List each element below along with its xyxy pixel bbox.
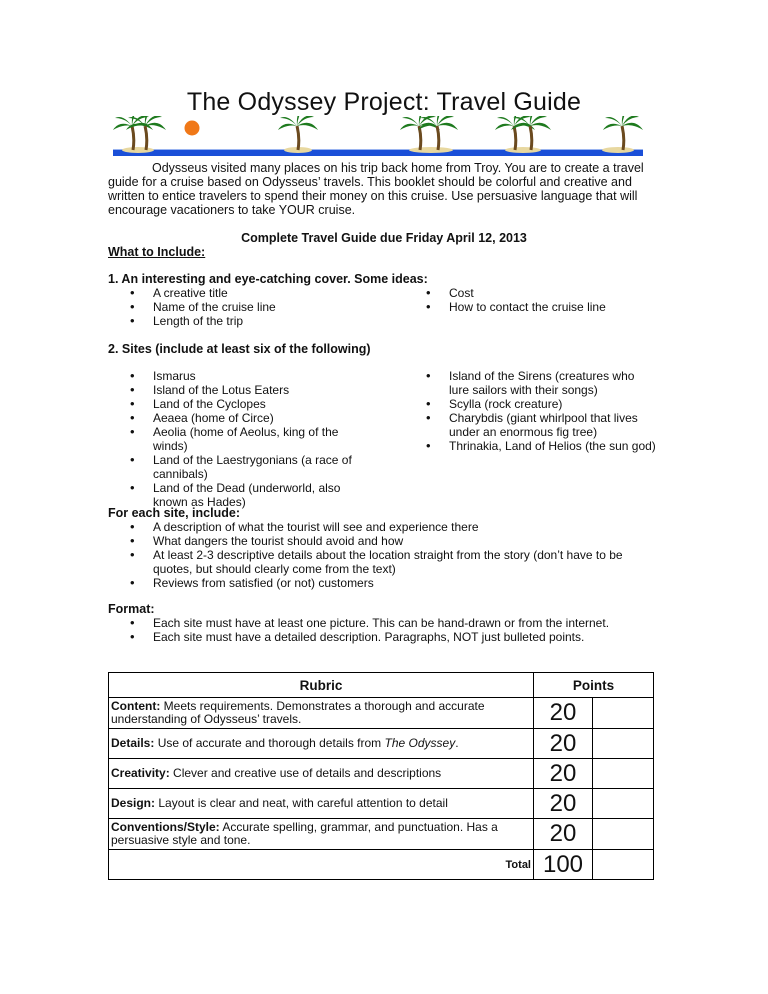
table-row bbox=[109, 729, 654, 759]
list-item: • Each site must have at least one picture. This can be hand-drawn or from the internet. bbox=[108, 616, 656, 630]
list-item: • Reviews from satisfied (or not) customers bbox=[108, 576, 656, 590]
list-item: • Name of the cruise line bbox=[108, 300, 398, 314]
table-row bbox=[109, 789, 654, 819]
cover-ideas-left bbox=[108, 286, 398, 328]
score-cell[interactable] bbox=[593, 819, 654, 850]
table-row bbox=[109, 698, 654, 729]
rubric-criterion: Content: Meets requirements. Demonstrates a thorough and accurate understanding of Odysseus’ travels. bbox=[109, 698, 534, 729]
points-column-header: Points bbox=[534, 673, 654, 698]
rubric-criterion: Design: Layout is clear and neat, with careful attention to detail bbox=[109, 789, 534, 819]
list-item: • Cost bbox=[404, 286, 654, 300]
total-row bbox=[109, 850, 654, 880]
rubric-criterion: Details: Use of accurate and thorough details from The Odyssey. bbox=[109, 729, 534, 759]
rubric-criterion: Creativity: Clever and creative use of details and descriptions bbox=[109, 759, 534, 789]
list-item: • A description of what the tourist will see and experience there bbox=[108, 520, 656, 534]
due-date: Complete Travel Guide due Friday April 12, 2013 bbox=[241, 231, 527, 245]
list-item: • At least 2-3 descriptive details about the location straight from the story (don’t have to be quotes, but should clearly come from the text) bbox=[108, 548, 656, 576]
rubric-column-header: Rubric bbox=[109, 673, 534, 698]
list-item: • Ismarus bbox=[108, 369, 358, 383]
list-item: • Aeolia (home of Aeolus, king of the winds) bbox=[108, 425, 358, 453]
format-heading: Format: bbox=[108, 602, 155, 616]
total-label: Total bbox=[109, 850, 534, 880]
page-title: The Odyssey Project: Travel Guide bbox=[186, 88, 582, 116]
table-row bbox=[109, 759, 654, 789]
list-item: • Island of the Lotus Eaters bbox=[108, 383, 358, 397]
sites-heading: 2. Sites (include at least six of the following) bbox=[108, 342, 371, 356]
score-cell[interactable] bbox=[593, 759, 654, 789]
list-item: • Island of the Sirens (creatures who lure sailors with their songs) bbox=[404, 369, 656, 397]
points-cell: 20 bbox=[534, 789, 593, 819]
sites-list-left bbox=[108, 369, 358, 509]
format-list bbox=[108, 616, 656, 644]
cover-ideas-right bbox=[404, 286, 654, 314]
water-strip bbox=[113, 150, 643, 156]
total-score-cell[interactable] bbox=[593, 850, 654, 880]
list-item: • Scylla (rock creature) bbox=[404, 397, 656, 411]
intro-text: Odysseus visited many places on his trip back home from Troy. You are to create a travel guide for a cruise based on Odysseus’ travels. This booklet should be colorful and creative and written to entice travelers to spend their money on this cruise. Use persuasive language that will encourage vacationers to take YOUR cruise. bbox=[108, 161, 644, 217]
each-site-heading: For each site, include: bbox=[108, 506, 240, 520]
points-cell: 20 bbox=[534, 759, 593, 789]
sites-list-right bbox=[404, 369, 656, 453]
rubric-criterion: Conventions/Style: Accurate spelling, grammar, and punctuation. Has a persuasive style and tone. bbox=[109, 819, 534, 850]
list-item: • Aeaea (home of Circe) bbox=[108, 411, 358, 425]
list-item: • Thrinakia, Land of Helios (the sun god) bbox=[404, 439, 656, 453]
list-item: • Charybdis (giant whirlpool that lives under an enormous fig tree) bbox=[404, 411, 656, 439]
list-item: • Each site must have a detailed description. Paragraphs, NOT just bulleted points. bbox=[108, 630, 656, 644]
list-item: • Land of the Cyclopes bbox=[108, 397, 358, 411]
list-item: • Land of the Laestrygonians (a race of cannibals) bbox=[108, 453, 358, 481]
cover-heading: 1. An interesting and eye-catching cover. Some ideas: bbox=[108, 272, 428, 286]
rubric-table bbox=[108, 672, 654, 880]
what-to-include-heading: What to Include: bbox=[108, 245, 206, 259]
sun-icon bbox=[185, 121, 200, 136]
list-item: • A creative title bbox=[108, 286, 398, 300]
rubric-header-row bbox=[109, 673, 654, 698]
score-cell[interactable] bbox=[593, 698, 654, 729]
points-cell: 20 bbox=[534, 729, 593, 759]
points-cell: 20 bbox=[534, 698, 593, 729]
score-cell[interactable] bbox=[593, 789, 654, 819]
total-points: 100 bbox=[534, 850, 593, 880]
palm-beach-banner bbox=[113, 116, 643, 160]
list-item: • How to contact the cruise line bbox=[404, 300, 654, 314]
points-cell: 20 bbox=[534, 819, 593, 850]
intro-paragraph bbox=[108, 161, 653, 217]
each-site-list bbox=[108, 520, 656, 590]
list-item: • What dangers the tourist should avoid and how bbox=[108, 534, 656, 548]
score-cell[interactable] bbox=[593, 729, 654, 759]
list-item: • Length of the trip bbox=[108, 314, 398, 328]
table-row bbox=[109, 819, 654, 850]
list-item: • Land of the Dead (underworld, also known as Hades) bbox=[108, 481, 358, 509]
